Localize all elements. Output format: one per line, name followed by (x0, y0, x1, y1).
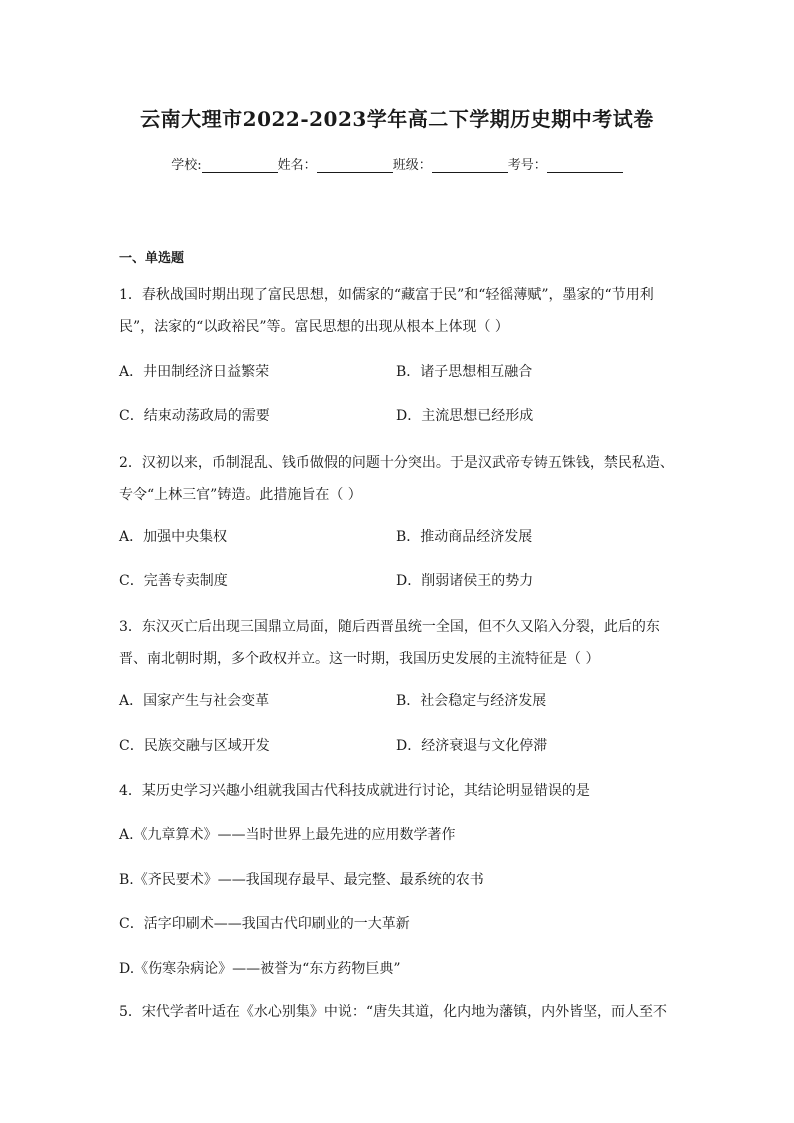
question-3-option-b[interactable]: B．社会稳定与经济发展 (396, 693, 547, 709)
school-blank[interactable] (202, 158, 278, 173)
question-1-stem (119, 279, 679, 343)
question-2-option-b[interactable]: B．推动商品经济发展 (396, 529, 533, 545)
question-1-option-d[interactable]: D．主流思想已经形成 (396, 408, 534, 424)
question-5-stem (119, 996, 679, 1028)
name-field (278, 154, 393, 173)
question-3-option-c[interactable]: C．民族交融与区域开发 (119, 738, 270, 754)
question-3-options-row-2 (119, 734, 679, 758)
question-1-options-row-1 (119, 360, 679, 384)
question-2-stem (119, 447, 679, 511)
exam-number-blank[interactable] (547, 158, 623, 173)
question-3-option-a[interactable]: A．国家产生与社会变革 (119, 693, 270, 709)
class-field (393, 154, 508, 173)
question-1-line-2: 民”，法家的“以政裕民”等。富民思想的出现从根本上体现（ ） (119, 319, 509, 335)
student-info-line (0, 154, 794, 173)
class-blank[interactable] (432, 158, 508, 173)
school-field (171, 154, 277, 173)
question-2-options-row-2 (119, 569, 679, 593)
question-4-stem (119, 775, 679, 807)
question-2-option-c[interactable]: C．完善专卖制度 (119, 573, 228, 589)
question-1-option-a[interactable]: A．井田制经济日益繁荣 (119, 364, 270, 380)
school-label: 学校: (171, 158, 202, 173)
question-2-option-d[interactable]: D．削弱诸侯王的势力 (396, 573, 534, 589)
exam-number-field (508, 154, 623, 173)
question-1-option-c[interactable]: C．结束动荡政局的需要 (119, 408, 270, 424)
question-3-options-row-1 (119, 689, 679, 713)
name-label: 姓名： (277, 158, 317, 173)
question-4-option-a[interactable]: A.《九章算术》——当时世界上最先进的应用数学著作 (119, 827, 456, 843)
question-2-line-1: 2．汉初以来，币制混乱、钱币做假的问题十分突出。于是汉武帝专铸五铢钱，禁民私造、 (119, 455, 674, 471)
exam-number-label: 考号： (507, 158, 547, 173)
question-4-option-b[interactable]: B.《齐民要术》——我国现存最早、最完整、最系统的农书 (119, 872, 484, 888)
question-3-option-d[interactable]: D．经济衰退与文化停滞 (396, 738, 548, 754)
question-2-options-row-1 (119, 525, 679, 549)
question-1-options-row-2 (119, 404, 679, 428)
question-5-line-1: 5．宋代学者叶适在《水心别集》中说：“唐失其道，化内地为藩镇，内外皆坚，而人至不 (119, 1004, 668, 1020)
question-2-line-2: 专令“上林三官”铸造。此措施旨在（ ） (119, 487, 362, 503)
question-3-stem (119, 611, 679, 675)
class-label: 班级： (392, 158, 432, 173)
name-blank[interactable] (317, 158, 393, 173)
question-2-option-a[interactable]: A．加强中央集权 (119, 529, 228, 545)
question-4-option-d[interactable]: D.《伤寒杂病论》——被誉为“东方药物巨典” (119, 961, 401, 977)
question-4-line-1: 4．某历史学习兴趣小组就我国古代科技成就进行讨论，其结论明显错误的是 (119, 783, 590, 799)
question-3-line-1: 3．东汉灭亡后出现三国鼎立局面，随后西晋虽统一全国，但不久又陷入分裂，此后的东 (119, 619, 660, 635)
question-1-line-1: 1．春秋战国时期出现了富民思想，如儒家的“藏富于民”和“轻徭薄赋”，墨家的“节用利 (119, 287, 654, 303)
question-3-line-2: 晋、南北朝时期，多个政权并立。这一时期，我国历史发展的主流特征是（ ） (119, 651, 600, 667)
question-4-option-c[interactable]: C．活字印刷术——我国古代印刷业的一大革新 (119, 916, 410, 932)
exam-title: 云南大理市2022-2023学年高二下学期历史期中考试卷 (140, 107, 654, 131)
section-heading: 一、单选题 (119, 251, 185, 266)
question-1-option-b[interactable]: B．诸子思想相互融合 (396, 364, 533, 380)
